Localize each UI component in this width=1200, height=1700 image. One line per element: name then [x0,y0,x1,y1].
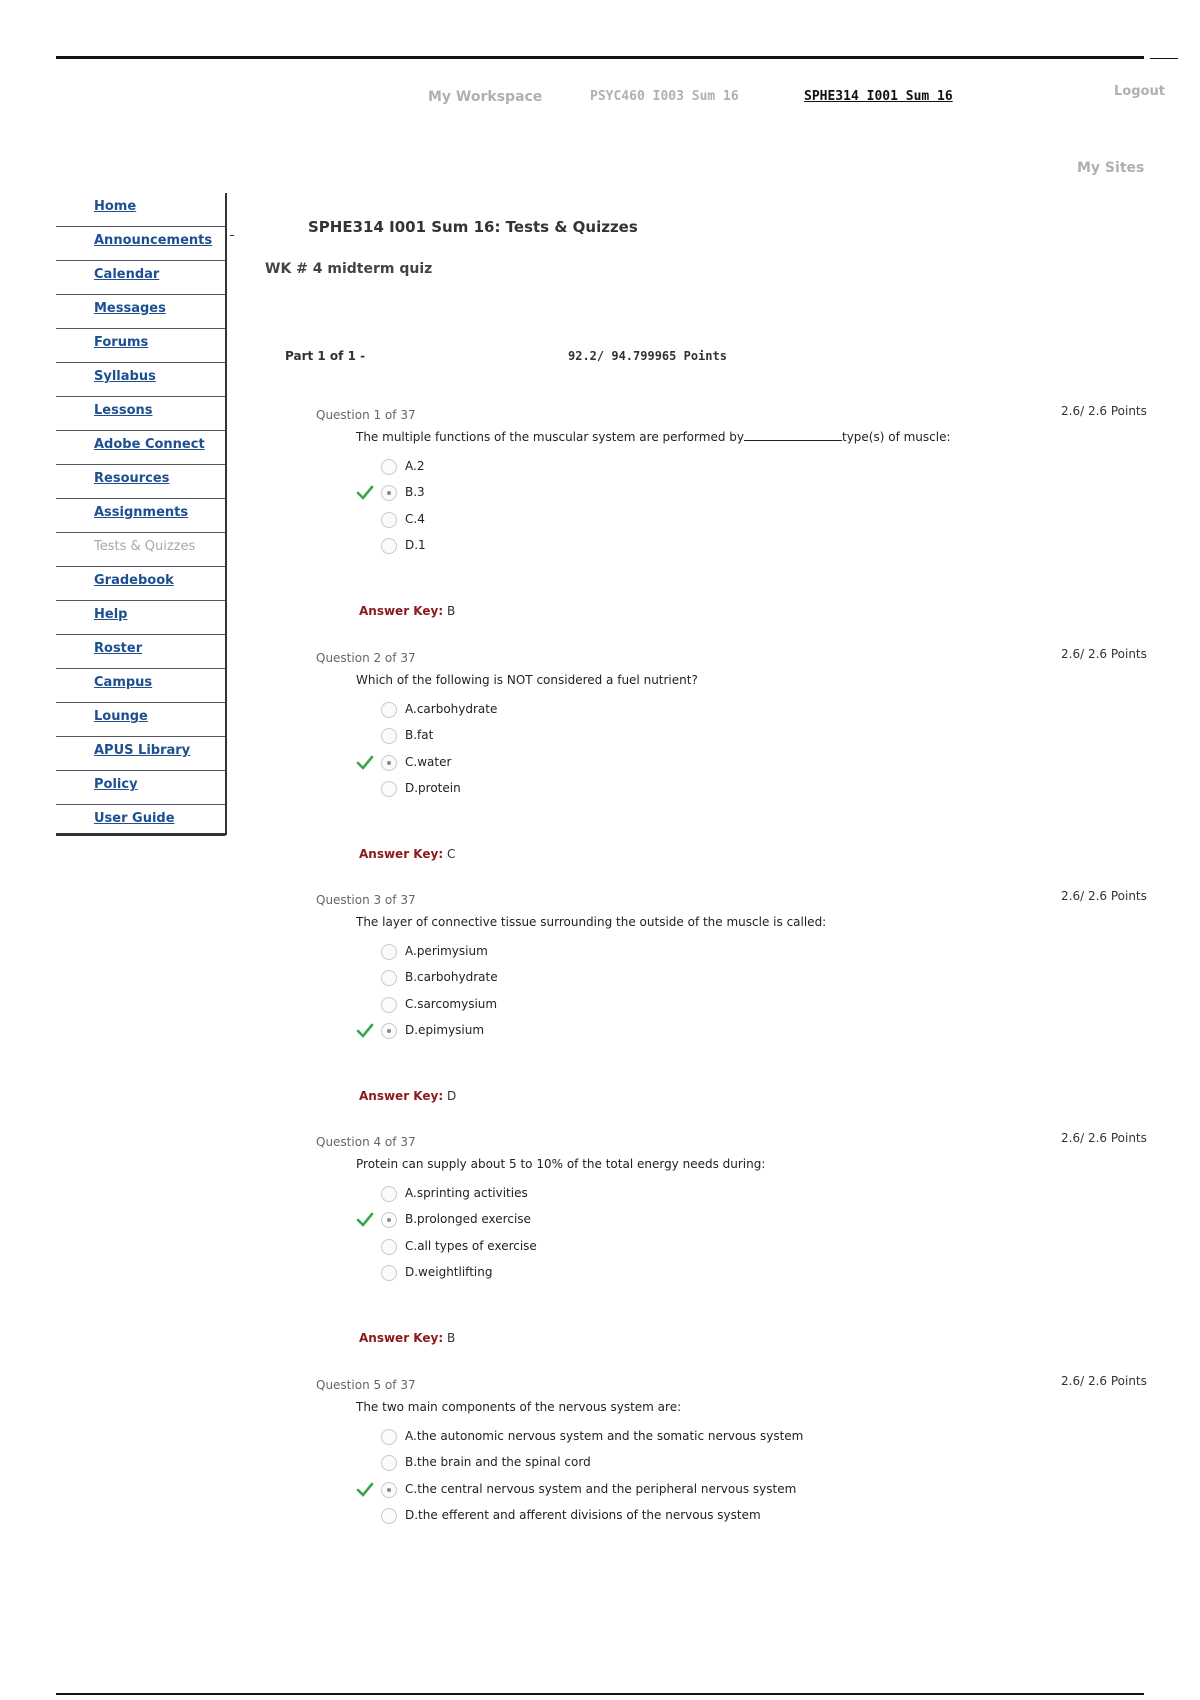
question-4 [0,1131,1200,1375]
option-label: D.protein [405,781,461,795]
radio-button[interactable] [381,755,397,771]
question-text-before: The multiple functions of the muscular system are performed by [356,430,744,444]
sidebar-item-label[interactable]: Roster [94,641,143,656]
answer-option[interactable] [356,1236,956,1258]
sidebar-item-label[interactable]: APUS Library [94,743,191,758]
answer-key [359,1331,455,1345]
sidebar-item-announcements[interactable] [56,227,226,261]
radio-button[interactable] [381,1023,397,1039]
quiz-title: WK # 4 midterm quiz [265,261,433,277]
sidebar-item-calendar[interactable] [56,261,226,295]
answer-key [359,1089,456,1103]
option-label: C.sarcomysium [405,997,498,1011]
page-title: SPHE314 I001 Sum 16: Tests & Quizzes [308,218,638,236]
option-label: A.2 [405,459,425,473]
option-label: D.the efferent and afferent divisions of the nervous system [405,1508,761,1522]
answer-option-selected[interactable] [356,752,956,774]
question-5 [0,1374,1200,1618]
question-number: Question 5 of 37 [316,1378,416,1392]
sidebar-item-messages[interactable] [56,295,226,329]
sidebar-item-label[interactable]: Lounge [94,709,148,724]
checkmark-icon [356,1211,374,1229]
option-label: C.4 [405,512,425,526]
question-points: 2.6/ 2.6 Points [1061,1131,1147,1145]
top-divider [56,56,1144,59]
answer-option-selected[interactable] [356,1479,956,1501]
answer-option-selected[interactable] [356,1209,956,1231]
answer-key-value: D [446,1089,457,1103]
sidebar-item-forums[interactable] [56,329,226,363]
question-number: Question 3 of 37 [316,893,416,907]
option-label: A.carbohydrate [405,702,498,716]
answer-key-value: C [446,847,456,861]
answer-key-value: B [446,604,456,618]
answer-option[interactable] [356,941,956,963]
sidebar-item-label[interactable]: Gradebook [94,573,174,588]
question-number: Question 2 of 37 [316,651,416,665]
sidebar-item-label[interactable]: Campus [94,675,153,690]
question-text [356,430,951,444]
answer-option[interactable] [356,535,956,557]
option-label: B.carbohydrate [405,970,498,984]
blank-line [744,430,842,441]
answer-option[interactable] [356,509,956,531]
part-label: Part 1 of 1 - [285,349,366,363]
question-points: 2.6/ 2.6 Points [1061,647,1147,661]
sidebar-item-label[interactable]: Syllabus [94,369,156,384]
top-divider-tick [1150,58,1178,59]
answer-option[interactable] [356,1426,956,1448]
sidebar-item-label[interactable]: Announcements [94,233,213,248]
option-label: B.the brain and the spinal cord [405,1455,591,1469]
question-3 [0,889,1200,1133]
checkmark-icon [356,1481,374,1499]
answer-option[interactable] [356,1505,956,1527]
answer-option[interactable] [356,699,956,721]
answer-option[interactable] [356,1183,956,1205]
radio-button[interactable] [381,1482,397,1498]
answer-key [359,847,455,861]
sidebar-item-home[interactable] [56,193,226,227]
question-points: 2.6/ 2.6 Points [1061,1374,1147,1388]
option-label: A.perimysium [405,944,488,958]
sidebar-dash [230,235,234,236]
logout-link[interactable]: Logout [1114,84,1165,99]
answer-option[interactable] [356,967,956,989]
radio-button[interactable] [381,728,397,744]
checkmark-icon [356,1022,374,1040]
radio-button[interactable] [381,1429,397,1445]
radio-button[interactable] [381,1239,397,1255]
answer-option[interactable] [356,725,956,747]
answer-key-label: Answer Key: [359,1331,444,1345]
radio-button[interactable] [381,1455,397,1471]
sidebar-item-label[interactable]: Assignments [94,505,189,520]
answer-option[interactable] [356,1452,956,1474]
sidebar-item-label[interactable]: Lessons [94,403,153,418]
question-text-after: type(s) of muscle: [841,430,951,444]
sidebar-item-label[interactable]: Forums [94,335,149,350]
sidebar-item-label[interactable]: Policy [94,777,138,792]
option-label: D.1 [405,538,426,552]
option-label: C.all types of exercise [405,1239,537,1253]
option-label: A.the autonomic nervous system and the somatic nervous system [405,1429,804,1443]
question-points: 2.6/ 2.6 Points [1061,889,1147,903]
option-label: B.3 [405,485,425,499]
sidebar-item-label[interactable]: User Guide [94,811,175,826]
question-text: The two main components of the nervous system are: [356,1400,682,1414]
radio-button[interactable] [381,944,397,960]
answer-key-label: Answer Key: [359,604,444,618]
site-tab-psyc460[interactable]: PSYC460 I003 Sum 16 [590,89,739,104]
bottom-divider [56,1693,1144,1695]
radio-button[interactable] [381,702,397,718]
sidebar-item-label[interactable]: Calendar [94,267,160,282]
option-label: D.weightlifting [405,1265,493,1279]
answer-option-selected[interactable] [356,482,956,504]
radio-button[interactable] [381,1186,397,1202]
option-label: B.prolonged exercise [405,1212,531,1226]
my-sites-link[interactable]: My Sites [1077,160,1145,176]
part-points: 92.2/ 94.799965 Points [568,349,727,363]
site-tab-sphe314[interactable]: SPHE314 I001 Sum 16 [804,89,953,104]
question-text: The layer of connective tissue surrounding the outside of the muscle is called: [356,915,827,929]
sidebar-item-syllabus[interactable] [56,363,226,397]
question-text: Which of the following is NOT considered a fuel nutrient? [356,673,698,687]
sidebar-item-label: Tests & Quizzes [94,539,196,554]
radio-button[interactable] [381,1212,397,1228]
question-text: Protein can supply about 5 to 10% of the total energy needs during: [356,1157,766,1171]
radio-button[interactable] [381,997,397,1013]
radio-button[interactable] [381,1265,397,1281]
radio-button[interactable] [381,512,397,528]
option-label: C.the central nervous system and the peripheral nervous system [405,1482,797,1496]
answer-option[interactable] [356,778,956,800]
answer-key-label: Answer Key: [359,1089,444,1103]
answer-option-selected[interactable] [356,1020,956,1042]
answer-key-label: Answer Key: [359,847,444,861]
radio-button[interactable] [381,485,397,501]
radio-button[interactable] [381,970,397,986]
sidebar-item-label[interactable]: Resources [94,471,170,486]
question-1 [0,404,1200,648]
question-number: Question 4 of 37 [316,1135,416,1149]
answer-key-value: B [446,1331,456,1345]
sidebar-item-label[interactable]: Messages [94,301,166,316]
answer-key [359,604,455,618]
question-number: Question 1 of 37 [316,408,416,422]
question-points: 2.6/ 2.6 Points [1061,404,1147,418]
checkmark-icon [356,754,374,772]
option-label: B.fat [405,728,434,742]
answer-option[interactable] [356,1262,956,1284]
answer-option[interactable] [356,994,956,1016]
sidebar-item-label[interactable]: Adobe Connect [94,437,205,452]
option-label: C.water [405,755,452,769]
site-tab-my-workspace[interactable]: My Workspace [428,89,543,105]
option-label: A.sprinting activities [405,1186,528,1200]
radio-button[interactable] [381,781,397,797]
answer-option[interactable] [356,456,956,478]
sidebar-item-label[interactable]: Help [94,607,128,622]
radio-button[interactable] [381,1508,397,1524]
radio-button[interactable] [381,538,397,554]
checkmark-icon [356,484,374,502]
radio-button[interactable] [381,459,397,475]
option-label: D.epimysium [405,1023,485,1037]
sidebar-item-label[interactable]: Home [94,199,137,214]
